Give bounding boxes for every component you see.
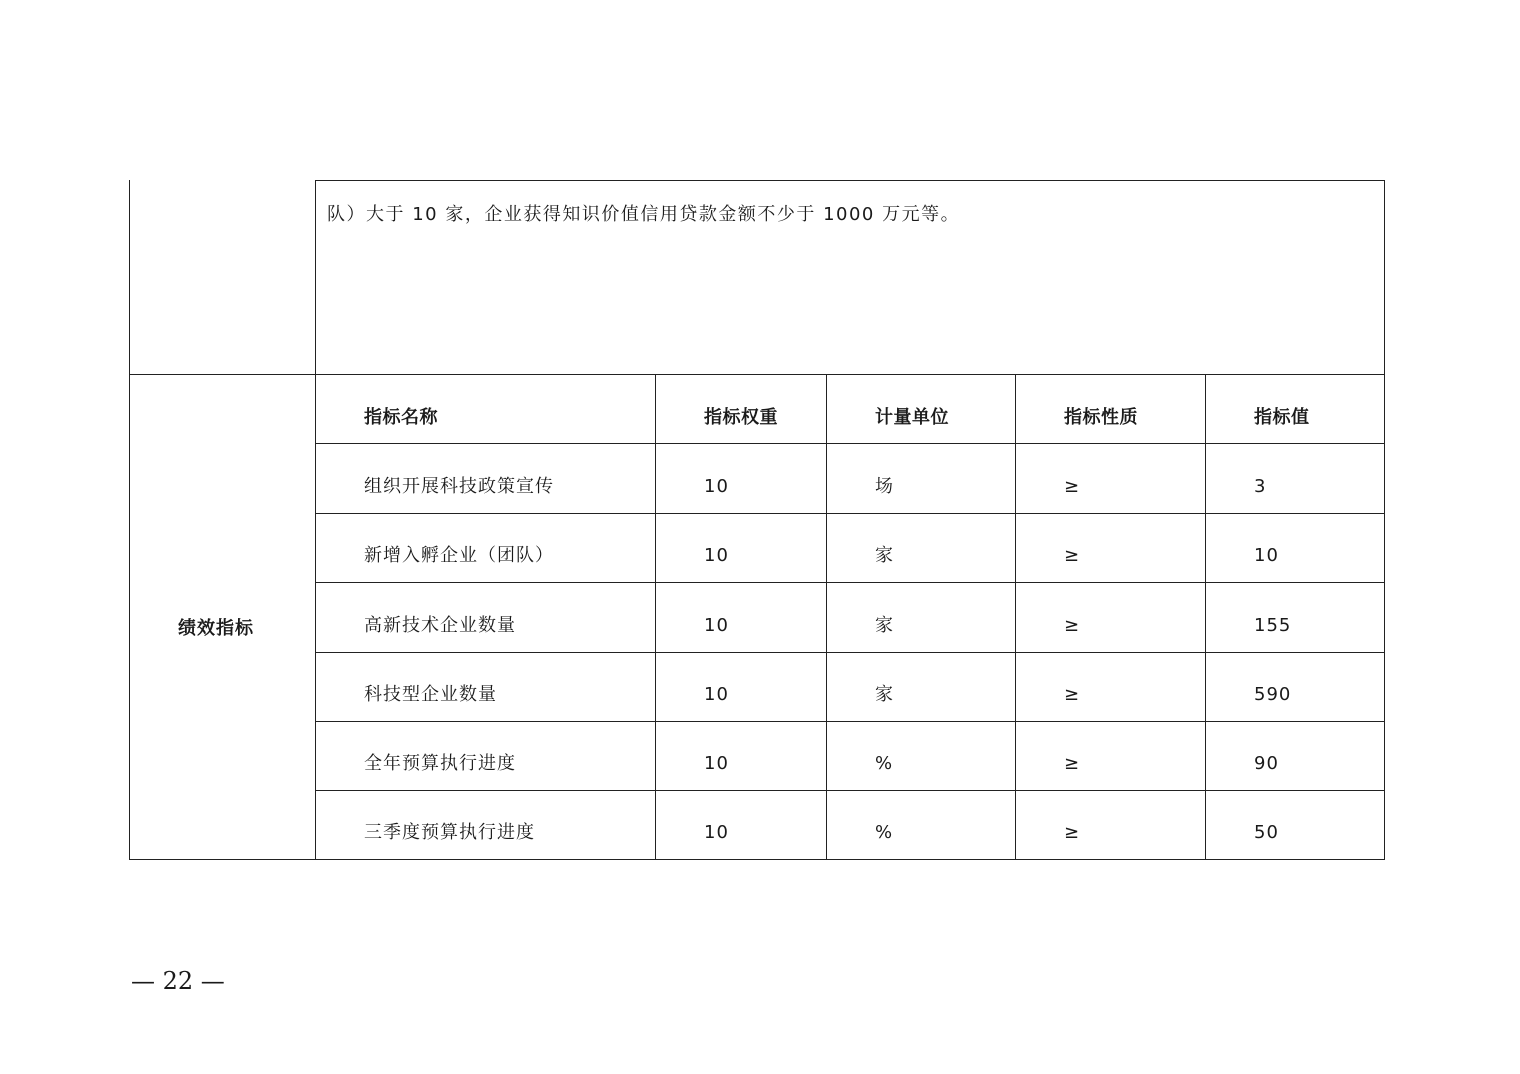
- indicator-name: 高新技术企业数量: [364, 615, 516, 636]
- indicator-value: 10: [1254, 545, 1279, 566]
- page-number: — 22 —: [131, 967, 225, 995]
- indicator-name: 全年预算执行进度: [364, 753, 516, 774]
- indicator-name: 组织开展科技政策宣传: [364, 476, 554, 497]
- indicator-value: 155: [1254, 615, 1292, 636]
- column-divider: [655, 374, 656, 860]
- indicator-value: 90: [1254, 753, 1279, 774]
- section-divider: [129, 374, 1385, 375]
- indicator-unit: %: [875, 822, 894, 843]
- indicator-weight: 10: [704, 615, 729, 636]
- header-unit: 计量单位: [875, 407, 949, 428]
- row-divider: [315, 721, 1385, 722]
- left-border: [129, 180, 130, 860]
- header-indicator-weight: 指标权重: [704, 407, 778, 428]
- indicator-nature: ≥: [1064, 684, 1081, 705]
- row-divider: [315, 513, 1385, 514]
- header-indicator-name: 指标名称: [364, 407, 438, 428]
- indicator-unit: 家: [875, 545, 894, 566]
- bottom-border: [129, 859, 1385, 860]
- indicator-nature: ≥: [1064, 476, 1081, 497]
- indicator-unit: 家: [875, 684, 894, 705]
- indicator-nature: ≥: [1064, 615, 1081, 636]
- indicator-name: 新增入孵企业（团队）: [364, 545, 554, 566]
- column-divider: [826, 374, 827, 860]
- indicator-weight: 10: [704, 753, 729, 774]
- right-border: [1384, 180, 1385, 860]
- indicator-weight: 10: [704, 822, 729, 843]
- indicator-weight: 10: [704, 684, 729, 705]
- indicator-name: 三季度预算执行进度: [364, 822, 535, 843]
- indicator-unit: 场: [875, 476, 894, 497]
- indicator-value: 590: [1254, 684, 1292, 705]
- indicator-unit: 家: [875, 615, 894, 636]
- column-divider: [1015, 374, 1016, 860]
- indicator-nature: ≥: [1064, 753, 1081, 774]
- column-divider: [1205, 374, 1206, 860]
- indicator-value: 50: [1254, 822, 1279, 843]
- indicator-unit: %: [875, 753, 894, 774]
- header-bottom-line: [315, 443, 1385, 444]
- indicator-nature: ≥: [1064, 545, 1081, 566]
- indicator-weight: 10: [704, 476, 729, 497]
- indicator-value: 3: [1254, 476, 1267, 497]
- section-label: 绩效指标: [178, 618, 254, 639]
- indicator-nature: ≥: [1064, 822, 1081, 843]
- label-column-divider: [315, 180, 316, 860]
- indicator-name: 科技型企业数量: [364, 684, 497, 705]
- top-border-right: [315, 180, 1385, 181]
- header-indicator-value: 指标值: [1254, 407, 1310, 428]
- continuation-text: 队）大于 10 家，企业获得知识价值信用贷款金额不少于 1000 万元等。: [327, 204, 961, 225]
- row-divider: [315, 582, 1385, 583]
- header-indicator-nature: 指标性质: [1064, 407, 1138, 428]
- indicator-weight: 10: [704, 545, 729, 566]
- row-divider: [315, 652, 1385, 653]
- row-divider: [315, 790, 1385, 791]
